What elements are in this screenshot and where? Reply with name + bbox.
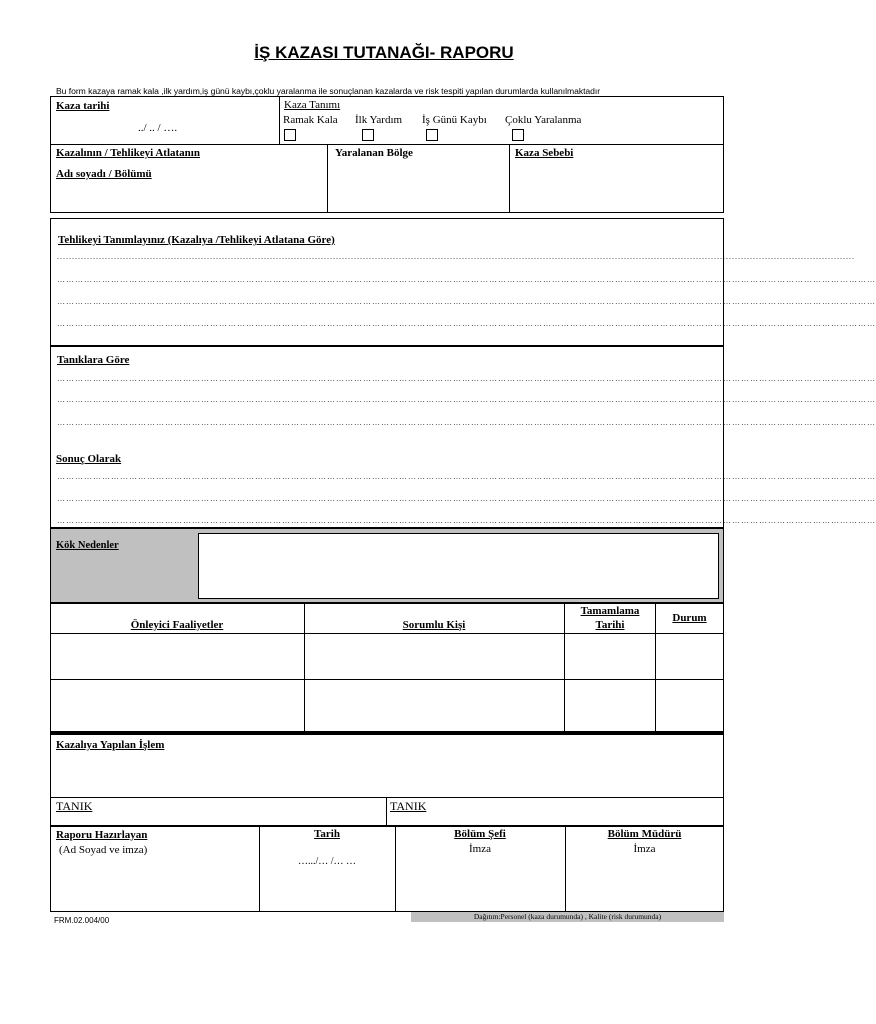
ramak-kala-checkbox[interactable]	[284, 129, 296, 141]
sonuc-line-2[interactable]: …………………………………………………………………………………………………………………………………………………………………………………………………………………………………………………	[57, 494, 876, 503]
yaralanan-bolge-label: Yaralanan Bölge	[335, 147, 413, 159]
distribution-text: Dağıtım:Personel (kaza durumunda) , Kalite (risk durumunda)	[473, 912, 662, 921]
tarih-value[interactable]: ….../… /… …	[297, 856, 357, 867]
option-ilk-yardim-label: İlk Yardım	[355, 114, 403, 126]
sonuc-line-3[interactable]: …………………………………………………………………………………………………………………………………………………………………………………………………………………………………………………	[57, 516, 876, 525]
bolum-muduru-imza[interactable]: İmza	[633, 843, 656, 855]
action-row-2-sorumlu[interactable]	[305, 680, 563, 730]
raporu-hazirlayan-sub: (Ad Soyad ve imza)	[59, 844, 148, 856]
option-is-gunu-kaybi-label: İş Günü Kaybı	[422, 114, 487, 126]
ilk-yardim-checkbox[interactable]	[362, 129, 374, 141]
coklu-yaralanma-checkbox[interactable]	[512, 129, 524, 141]
bolum-sefi-label: Bölüm Şefi	[454, 828, 506, 840]
header-onleyici-faaliyetler: Önleyici Faaliyetler	[130, 619, 224, 631]
description-block	[50, 218, 876, 528]
adi-soyadi-label: Adı soyadı / Bölümü	[56, 168, 152, 180]
tehlike-line-4[interactable]: …………………………………………………………………………………………………………………………………………………………………………………………………………………………………………………	[57, 319, 876, 328]
taniklara-line-2[interactable]: …………………………………………………………………………………………………………………………………………………………………………………………………………………………………………………	[57, 395, 876, 404]
sonuc-olarak-label: Sonuç Olarak	[56, 453, 122, 465]
option-ramak-kala-label: Ramak Kala	[283, 114, 338, 126]
kaza-tarihi-value[interactable]: ../ .. / ….	[138, 122, 178, 134]
action-row-1-faaliyet[interactable]	[51, 634, 303, 678]
form-code: FRM.02.004/00	[54, 916, 110, 925]
kazaliya-yapilan-islem-label: Kazalıya Yapılan İşlem	[56, 739, 165, 751]
bolum-sefi-imza[interactable]: İmza	[469, 843, 491, 855]
tanik-1-label: TANIK	[56, 799, 93, 813]
header-sorumlu-kisi: Sorumlu Kişi	[402, 619, 466, 631]
kaza-tanimi-label: Kaza Tanımı	[284, 99, 341, 111]
raporu-hazirlayan-label: Raporu Hazırlayan	[56, 829, 148, 841]
sonuc-line-1[interactable]: …………………………………………………………………………………………………………………………………………………………………………………………………………………………………………………	[57, 472, 876, 481]
taniklara-line-1[interactable]: …………………………………………………………………………………………………………………………………………………………………………………………………………………………………………………	[57, 374, 876, 383]
action-row-2-faaliyet[interactable]	[51, 680, 303, 730]
kaza-tarihi-label: Kaza tarihi	[56, 100, 110, 112]
action-row-1-sorumlu[interactable]	[305, 634, 563, 678]
tehlike-label: Tehlikeyi Tanımlayınız (Kazalıya /Tehlikeyi Atlatana Göre)	[58, 234, 335, 246]
tehlike-line-1[interactable]: ..........................................................................................................................................................................................................................................................................	[57, 252, 855, 261]
header-tamamlama-tarihi: Tamamlama Tarihi	[580, 605, 640, 631]
tarih-label: Tarih	[314, 828, 340, 840]
kazali-label: Kazalının / Tehlikeyi Atlatanın	[56, 147, 200, 159]
kok-nedenler-input[interactable]	[198, 533, 719, 599]
header-durum: Durum	[672, 612, 707, 624]
page-title: İŞ KAZASI TUTANAĞI- RAPORU	[254, 43, 514, 62]
option-coklu-yaralanma-label: Çoklu Yaralanma	[505, 114, 582, 126]
taniklara-line-3[interactable]: …………………………………………………………………………………………………………………………………………………………………………………………………………………………………………………	[57, 418, 876, 427]
tehlike-line-3[interactable]: …………………………………………………………………………………………………………………………………………………………………………………………………………………………………………………	[57, 297, 876, 306]
tehlike-line-2[interactable]: …………………………………………………………………………………………………………………………………………………………………………………………………………………………………………………	[57, 275, 876, 284]
kok-nedenler-label: Kök Nedenler	[56, 540, 119, 551]
kaza-sebebi-label: Kaza Sebebi	[515, 147, 574, 159]
tanik-2-label: TANIK	[390, 799, 427, 813]
bolum-muduru-label: Bölüm Müdürü	[607, 828, 682, 840]
form-usage-note: Bu form kazaya ramak kala ,ilk yardım,iş günü kaybı,çoklu yaralanma ile sonuçlanan kazalarda ve risk tespiti yapılan durumlarda kullanılmaktadır	[56, 86, 601, 96]
is-gunu-kaybi-checkbox[interactable]	[426, 129, 438, 141]
taniklara-gore-label: Tanıklara Göre	[57, 354, 130, 366]
